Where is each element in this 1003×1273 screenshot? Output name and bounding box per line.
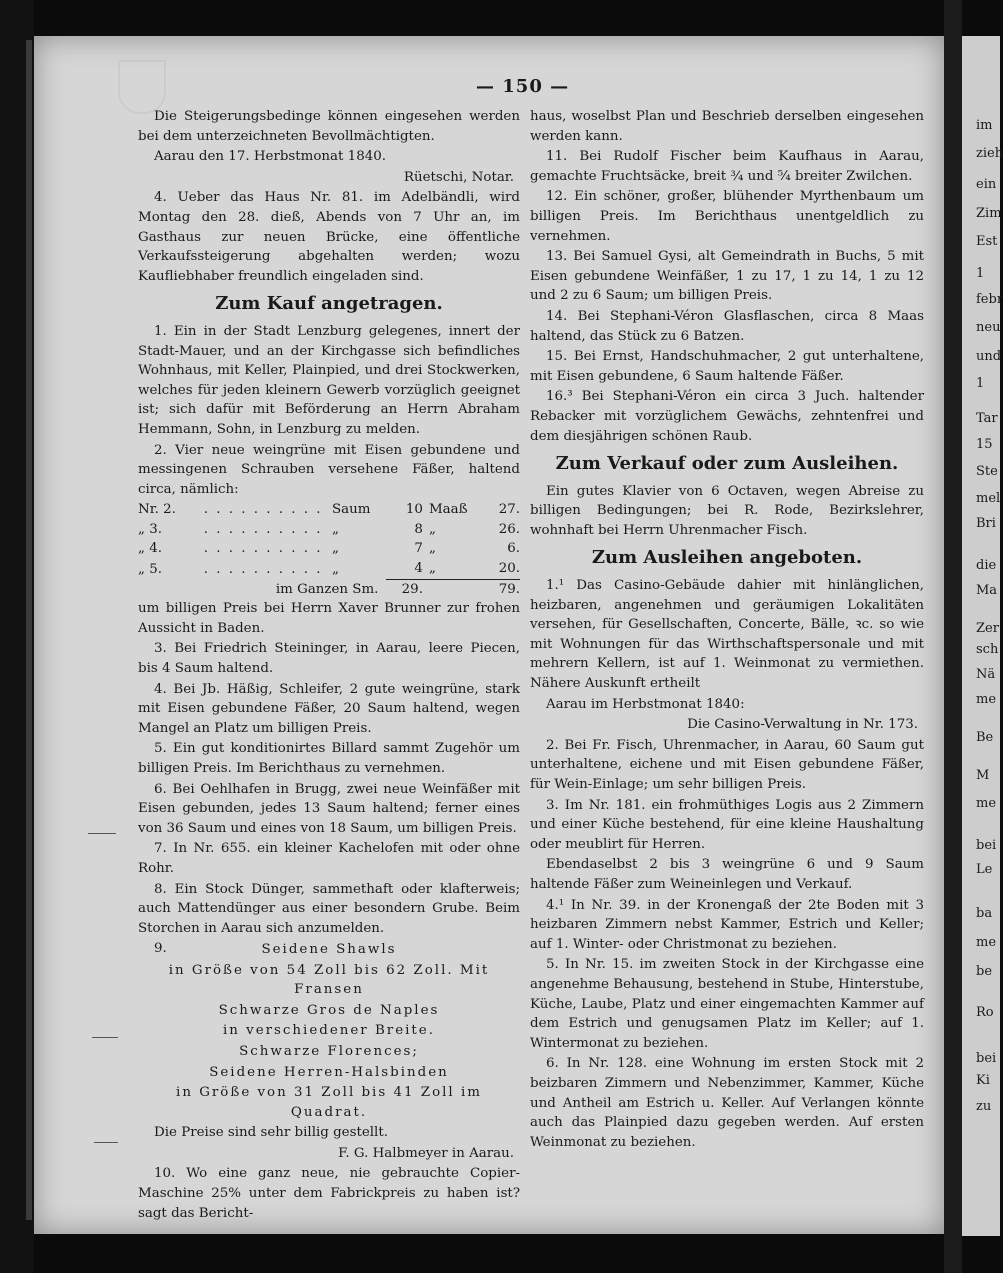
table-row [138, 520, 520, 540]
ad-line: Seidene Shawls [261, 941, 397, 957]
cask-maass-label: „ [428, 521, 436, 537]
next-page-text: zu [976, 1099, 992, 1114]
lease-item-5: 5. In Nr. 15. im zweiten Stock in der Kirchgasse eine angenehme Behausung, bestehend in Stube, Hinterstube, Küche, Laube, Platz und einer eingemachten Kammer auf dem Estrich und genugsamen Platz im Keller; auf 1. Wintermonat zu beziehen. [530, 957, 924, 1051]
ad-line: Schwarze Gros de Naples [218, 1002, 440, 1018]
section-heading-purchase: Zum Kauf angetragen. [215, 293, 443, 315]
table-total-row [138, 579, 520, 599]
cask-unit: „ [331, 561, 339, 577]
next-page-text: Ki [976, 1073, 990, 1088]
next-page-text: be [976, 964, 993, 979]
purchase-item-9-number: 9. [154, 941, 167, 957]
binding-edge [0, 0, 34, 1273]
purchase-item-10: 10. Wo eine ganz neue, nie gebrauchte Copier-Maschine 25% unter dem Fabrickpreis zu haben ist? sagt das Bericht- [138, 1166, 520, 1221]
next-page-text: Nä [976, 667, 996, 682]
purchase-item-1: 1. Ein in der Stadt Lenzburg gelegenes, innert der Stadt-Mauer, und an der Kirchgasse sich befindliches Wohnhaus, mit Keller, Plainpied, und drei Stockwerken, welches für jeden kleinern Gewerb vorzüglich geeignet ist; sich dafür mit Beförderung an Herrn Abraham Hemmann, Sohn, in Lenzburg zu melden. [138, 323, 520, 437]
leader-dots: . . . . . . . . . . [203, 502, 323, 518]
purchase-item-5: 5. Ein gut konditionirtes Billard sammt Zugehör um billigen Preis. Im Berichthaus zu vernehmen. [138, 741, 520, 776]
notary-signature: Rüetschi, Notar. [403, 169, 514, 185]
purchase-item-11: 11. Bei Rudolf Fischer beim Kaufhaus in Aarau, gemachte Fruchtsäcke, breit ¾ und ⁵⁄₄ breiter Zwilchen. [530, 149, 924, 184]
cask-saum: 7 [414, 541, 423, 557]
purchase-item-8: 8. Ein Stock Dünger, sammethaft oder klafterweis; auch Mattendünger aus einer besondern Grube. Beim Storchen in Aarau sich anzumelden. [138, 881, 520, 936]
next-page-text: me [976, 796, 997, 811]
margin-mark [92, 1037, 118, 1038]
cask-maass: 27. [498, 502, 520, 518]
cask-maass-label: „ [428, 541, 436, 557]
lease-item-3b: Ebendaselbst 2 bis 3 weingrüne 6 und 9 Saum haltende Fäßer zum Weineinlegen und Verkauf. [530, 857, 924, 892]
next-page-text: ein [976, 177, 997, 192]
leader-dots: . . . . . . . . . . [203, 521, 323, 537]
continuation-text: haus, woselbst Plan und Beschrieb derselben eingesehen werden kann. [530, 109, 924, 144]
cask-total-label: im Ganzen Sm. [275, 581, 379, 597]
lease-item-1-place: Aarau im Herbstmonat 1840: [546, 696, 745, 712]
next-page-text: 1 [976, 266, 985, 281]
lease-item-6: 6. In Nr. 128. eine Wohnung im ersten Stock mit 2 beizbaren Zimmern und Nebenzimmer, Kammer, Küche und Antheil am Estrich u. Keller. Auf Verlangen könnte auch das Plainpied dazu gegeben werden. Auf ersten Weinmonat zu beziehen. [530, 1056, 924, 1150]
next-page-text: M [976, 768, 990, 783]
right-column [530, 107, 924, 1153]
purchase-item-13: 13. Bei Samuel Gysi, alt Gemeindrath in Buchs, 5 mit Eisen gebundene Weinfäßer, 1 zu 17, 1 zu 14, 1 zu 12 und 2 zu 6 Saum; um billigen Preis. [530, 249, 924, 304]
purchase-item-2-contact: um billigen Preis bei Herrn Xaver Brunner zur frohen Aussicht in Baden. [138, 601, 520, 636]
section-heading-sale-or-lease: Zum Verkauf oder zum Ausleihen. [555, 453, 899, 475]
next-page-text: im [976, 118, 993, 133]
cask-maass-label: „ [428, 561, 436, 577]
cask-saum: 10 [405, 502, 423, 518]
left-column [138, 107, 520, 1224]
next-page-text: Ro [976, 1005, 994, 1020]
next-page-text: Ste [976, 464, 998, 479]
cask-maass-label: Maaß [428, 502, 468, 518]
next-page-text: Le [976, 862, 993, 877]
ad-line: Schwarze Florences; [239, 1043, 419, 1059]
cask-label: „ 3. [138, 521, 162, 537]
next-page-text: 15 [976, 437, 993, 452]
purchase-item-3: 3. Bei Friedrich Steininger, in Aarau, leere Piecen, bis 4 Saum haltend. [138, 641, 520, 677]
lease-item-3: 3. Im Nr. 181. ein frohmüthiges Logis aus 2 Zimmern und einer Küche bestehend, für eine kleine Haushaltung oder meublirt für Herren. [530, 797, 924, 852]
item-4: 4. Ueber das Haus Nr. 81. im Adelbändli, wird Montag den 28. dieß, Abends von 7 Uhr an, im Gasthaus zur neuen Brücke, eine öffentliche Verkaufssteigerung abgehalten werden; wozu Kaufliebhaber freundlich eingeladen sind. [138, 190, 520, 284]
ad-line: in Größe von 31 Zoll bis 41 Zoll im Quadrat. [176, 1085, 482, 1120]
purchase-item-7: 7. In Nr. 655. ein kleiner Kachelofen mit oder ohne Rohr. [138, 841, 520, 876]
section-heading-lease: Zum Ausleihen angeboten. [591, 547, 863, 569]
cask-label: „ 5. [138, 561, 162, 577]
cask-total-maass: 79. [483, 579, 520, 599]
cask-maass: 20. [498, 561, 520, 577]
next-page-text: bei [976, 838, 997, 853]
purchase-item-6: 6. Bei Oehlhafen in Brugg, zwei neue Weinfäßer mit Eisen gebunden, jedes 13 Saum haltend; ferner eines von 36 Saum und eines von 18 Saum, um billigen Preis. [138, 781, 520, 836]
purchase-item-12: 12. Ein schöner, großer, blühender Myrthenbaum um billigen Preis. Im Berichthaus unentgeldlich zu vernehmen. [530, 189, 924, 244]
lease-item-4: 4.¹ In Nr. 39. in der Kronengaß der 2te Boden mit 3 heizbaren Zimmern nebst Kammer, Estrich und Keller; auf 1. Winter- oder Christmonat zu beziehen. [530, 897, 924, 952]
lease-item-1-signature: Die Casino-Verwaltung in Nr. 173. [687, 717, 918, 733]
cask-unit: „ [331, 541, 339, 557]
purchase-item-16: 16.³ Bei Stephani-Véron ein circa 3 Juch. haltender Rebacker mit vorzüglichem Gewächs, zehntenfrei und dem diesjährigen schönen Raub. [530, 389, 924, 444]
purchase-item-14: 14. Bei Stephani-Véron Glasflaschen, circa 8 Maas haltend, das Stück zu 6 Batzen. [530, 308, 924, 344]
cask-maass: 26. [498, 521, 520, 537]
next-page-text: me [976, 935, 997, 950]
cask-maass: 6. [507, 541, 520, 557]
next-page-text: neu [976, 320, 1001, 335]
library-stamp [118, 60, 166, 114]
next-page-text: me [976, 692, 997, 707]
cask-label: Nr. 2. [138, 502, 176, 518]
next-page-fragment [962, 36, 1003, 1236]
ad-line: Seidene Herren-Halsbinden [209, 1064, 449, 1080]
page-gutter [944, 0, 962, 1273]
cask-unit: Saum [331, 502, 371, 518]
next-page-text: Bri [976, 516, 996, 531]
lease-item-1: 1.¹ Das Casino-Gebäude dahier mit hinlänglichen, heizbaren, angenehmen und geräumigen Lokalitäten versehen, für Gesellschaften, Concerte, Bälle, ꝛc. so wie mit Wohnungen für das Wirthschaftspersonale und mit mehrern Kellern, ist auf 1. Weinmonat zu vermiethen. Nähere Auskunft ertheilt [530, 578, 924, 692]
table-row [138, 559, 520, 579]
next-page-text: zieh [976, 146, 1003, 161]
cask-total-saum: 29. [386, 579, 423, 599]
total-spacer [423, 579, 483, 599]
purchase-item-15: 15. Bei Ernst, Handschuhmacher, 2 gut unterhaltene, mit Eisen gebundene, 6 Saum haltende Fäßer. [530, 349, 924, 384]
margin-mark [94, 1142, 118, 1143]
purchase-item-2: 2. Vier neue weingrüne mit Eisen gebundene und messingenen Schrauben versehene Fäßer, haltend circa, nämlich: [138, 442, 520, 497]
next-page-text: febr [976, 292, 1003, 307]
page-number: — 150 — [476, 76, 570, 97]
next-page-text: Ma [976, 583, 998, 598]
place-date: Aarau den 17. Herbstmonat 1840. [154, 149, 387, 165]
leader-dots: . . . . . . . . . . [203, 561, 323, 577]
cask-label: „ 4. [138, 541, 162, 557]
table-row [138, 500, 520, 520]
next-page-text: Zim [976, 206, 1002, 221]
next-page-text: bei [976, 1051, 997, 1066]
merchant-signature: F. G. Halbmeyer in Aarau. [338, 1145, 514, 1161]
margin-mark [88, 833, 116, 834]
cask-saum: 8 [414, 521, 423, 537]
cask-table [138, 500, 520, 599]
ad-line: Die Preise sind sehr billig gestellt. [154, 1125, 388, 1141]
table-row [138, 539, 520, 559]
next-page-text: sch [976, 642, 999, 657]
next-page-text: Tar [976, 411, 998, 426]
leader-dots: . . . . . . . . . . [203, 541, 323, 557]
next-page-text: ba [976, 906, 993, 921]
intro-paragraph: Die Steigerungsbedinge können eingesehen werden bei dem unterzeichneten Bevollmächtigten. [138, 109, 520, 144]
ad-line: in verschiedener Breite. [223, 1023, 435, 1039]
ad-line: in Größe von 54 Zoll bis 62 Zoll. Mit Fransen [168, 962, 490, 998]
next-page-text: und [976, 349, 1002, 364]
next-page-text: Be [976, 730, 994, 745]
next-page-text: 1 [976, 376, 985, 391]
next-page-text: Zer [976, 621, 999, 636]
purchase-item-4: 4. Bei Jb. Häßig, Schleifer, 2 gute weingrüne, stark mit Eisen gebundene Fäßer, 20 Saum haltend, wegen Mangel an Platz um billigen Preis. [138, 681, 520, 736]
cask-unit: „ [331, 521, 339, 537]
next-page-text: mel [976, 491, 1001, 506]
next-page-text: Est [976, 234, 998, 249]
next-page-text: die [976, 558, 997, 573]
cask-saum: 4 [414, 561, 423, 577]
sale-item-1: Ein gutes Klavier von 6 Octaven, wegen Abreise zu billigen Bedingungen; bei R. Rode, Bezirkslehrer, wohnhaft bei Herrn Uhrenmacher Fisch. [530, 483, 924, 538]
lease-item-2: 2. Bei Fr. Fisch, Uhrenmacher, in Aarau, 60 Saum gut unterhaltene, eichene und mit Eisen gebundene Fäßer, für Wein-Einlage; um sehr billigen Preis. [530, 737, 924, 792]
